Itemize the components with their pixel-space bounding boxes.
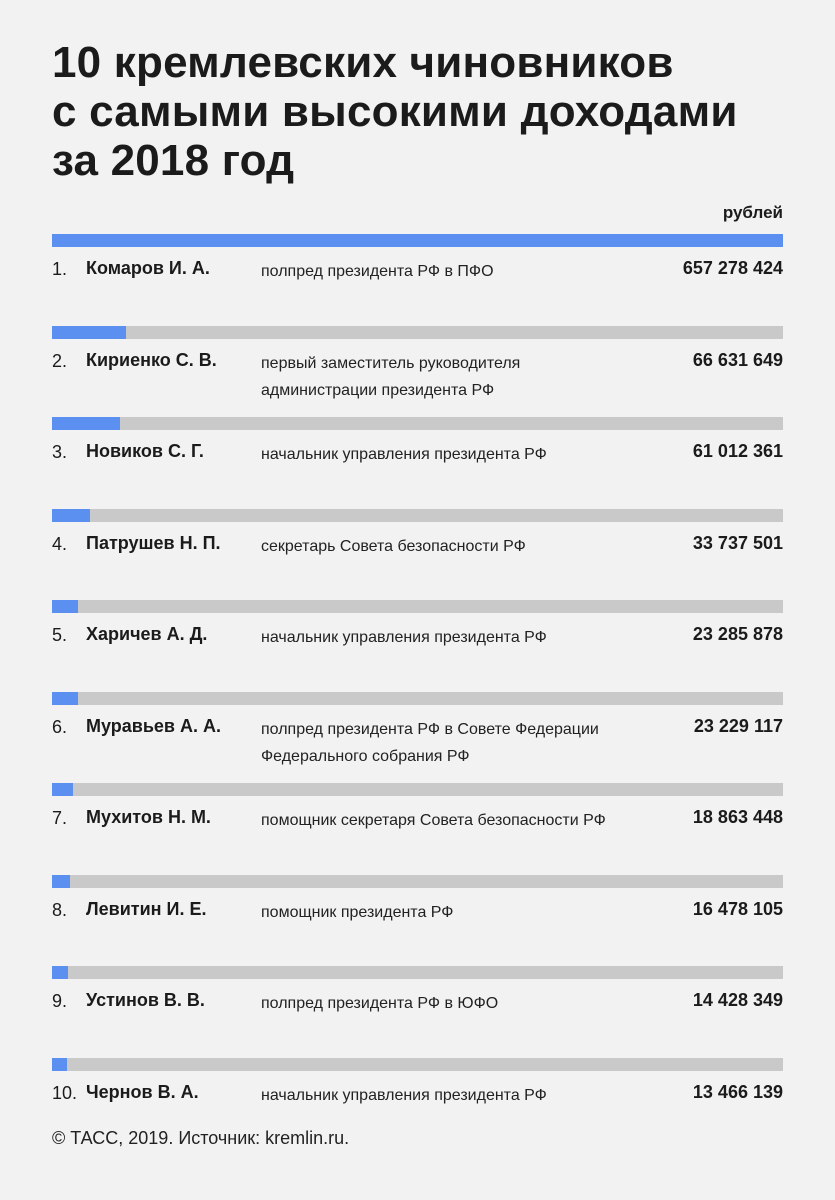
rank-label: 7. — [52, 808, 68, 828]
rank-label: 5. — [52, 625, 68, 645]
table-row — [52, 509, 783, 601]
bar-10 — [52, 1058, 67, 1071]
bar-track — [52, 1058, 783, 1071]
post-line: начальник управления президента РФ — [261, 446, 547, 463]
official-name: Левитин И. Е. — [86, 898, 207, 919]
bar-6 — [52, 692, 78, 705]
income-value: 33 737 501 — [692, 532, 783, 553]
bar-4 — [52, 509, 90, 522]
official-post — [261, 624, 661, 651]
table-row — [52, 600, 783, 692]
bar-track — [52, 875, 783, 888]
title-line-2: с самыми высокими доходами — [52, 87, 738, 136]
official-name: Муравьев А. А. — [86, 715, 221, 736]
rank-label: 4. — [52, 533, 68, 554]
title-line-1: 10 кремлевских чиновников — [52, 38, 674, 87]
income-value: 23 285 878 — [692, 624, 783, 644]
post-line: начальник управления президента РФ — [261, 1086, 547, 1104]
income-value: 23 229 117 — [693, 715, 783, 736]
official-post — [261, 716, 661, 770]
bar-track — [52, 417, 783, 430]
post-line: администрации президента РФ — [261, 381, 495, 399]
official-name: Мухитов Н. М. — [86, 807, 211, 827]
bar-8 — [52, 875, 70, 888]
post-line: Федерального собрания РФ — [261, 747, 470, 765]
bar-track — [52, 966, 783, 979]
bar-track — [52, 600, 783, 613]
official-post — [261, 990, 661, 1017]
official-name: Чернов В. А. — [86, 1081, 199, 1102]
rank-label: 8. — [52, 899, 68, 920]
bar-3 — [52, 417, 120, 430]
post-line: первый заместитель руководителя — [261, 354, 521, 372]
table-row — [52, 692, 783, 784]
official-name: Новиков С. Г. — [86, 441, 204, 461]
rank-label: 3. — [52, 442, 68, 462]
post-line: помощник секретаря Совета безопасности РФ — [261, 812, 606, 829]
post-line: начальник управления президента РФ — [261, 629, 547, 646]
post-line: полпред президента РФ в ЮФО — [261, 995, 499, 1012]
post-line: секретарь Совета безопасности РФ — [261, 537, 526, 555]
bar-5 — [52, 600, 78, 613]
table-row — [52, 966, 783, 1058]
official-post — [261, 807, 661, 834]
income-value: 657 278 424 — [682, 258, 783, 278]
bar-track — [52, 326, 783, 339]
income-value: 13 466 139 — [692, 1081, 783, 1102]
official-post — [261, 1082, 661, 1109]
post-line: полпред президента РФ в ПФО — [261, 263, 494, 280]
rank-label: 9. — [52, 991, 68, 1011]
source-credit: © ТАСС, 2019. Источник: kremlin.ru. — [52, 1128, 350, 1148]
bar-7 — [52, 783, 73, 796]
rank-label: 2. — [52, 350, 68, 371]
rank-label: 6. — [52, 716, 68, 737]
table-row — [52, 234, 783, 326]
bar-9 — [52, 966, 68, 979]
rank-label: 1. — [52, 259, 68, 279]
official-name: Комаров И. А. — [86, 258, 210, 278]
post-line: помощник президента РФ — [261, 903, 454, 921]
table-row — [52, 326, 783, 418]
income-value: 16 478 105 — [692, 898, 783, 919]
table-row — [52, 417, 783, 509]
title-line-3: за 2018 год — [52, 136, 295, 185]
income-value: 61 012 361 — [692, 441, 783, 461]
official-post — [261, 899, 661, 926]
income-value: 66 631 649 — [692, 349, 783, 370]
bar-track — [52, 783, 783, 796]
bar-rows — [52, 234, 783, 1149]
table-row — [52, 783, 783, 875]
income-value: 18 863 448 — [692, 807, 783, 827]
chart-title — [52, 38, 792, 185]
official-name: Патрушев Н. П. — [86, 532, 221, 553]
bar-track — [52, 692, 783, 705]
table-row — [52, 875, 783, 967]
official-post — [261, 441, 661, 468]
bar-track — [52, 509, 783, 522]
official-name: Харичев А. Д. — [86, 624, 208, 644]
official-post — [261, 533, 661, 560]
official-post — [261, 350, 661, 404]
bar-2 — [52, 326, 126, 339]
income-value: 14 428 349 — [692, 990, 783, 1010]
unit-label: рублей — [722, 203, 783, 222]
official-post — [261, 258, 661, 285]
bar-track — [52, 234, 783, 247]
official-name: Устинов В. В. — [86, 990, 205, 1010]
rank-label: 10. — [52, 1082, 78, 1103]
official-name: Кириенко С. В. — [86, 349, 217, 370]
post-line: полпред президента РФ в Совете Федерации — [261, 720, 599, 738]
bar-1 — [52, 234, 783, 247]
